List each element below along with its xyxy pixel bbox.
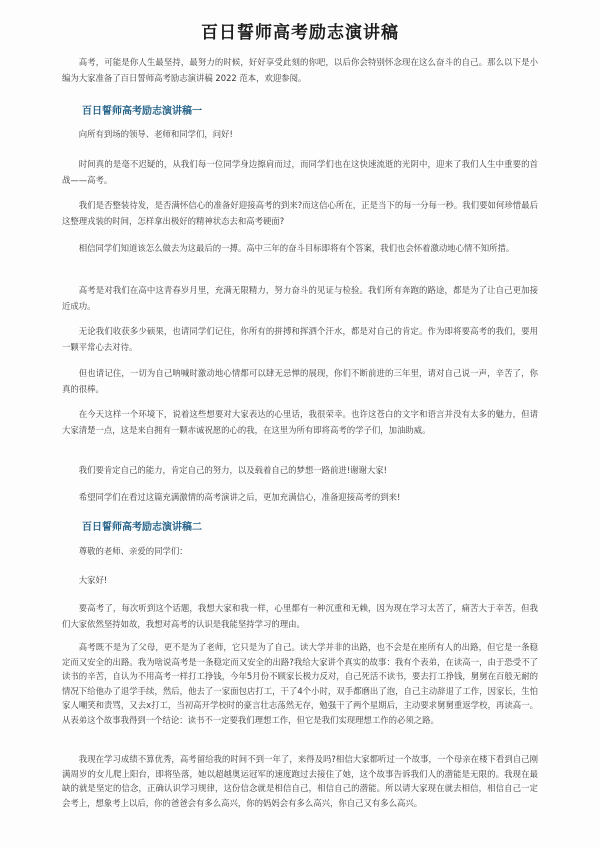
paragraph: 要高考了，每次听到这个话题，我想大家和我一样，心里都有一种沉重和无赖，因为现在学习太苦了，痛苦大于幸苦，但我们大家依然坚持如故，我想对高考的认识是我能坚持学习的理由。 (62, 603, 538, 629)
section-heading-1: 百日誓师高考励志演讲稿一 (82, 106, 202, 117)
paragraph: 在今天这样一个环境下，说着这些想要对大家表达的心里话，我很荣幸。也许这苍白的文字和语言并没有太多的魅力，但请大家清楚一点，这是来自拥有一颗赤诚祝愿的心的我，在这里为所有即将高考的学子们，加油助威。 (62, 409, 538, 435)
paragraph: 我们是否整装待发，是否满怀信心的准备好迎接高考的到来?而这信心所在，正是当下的每一分每一秒。我们要如何珍惜最后这整理戎装的时间，怎样拿出极好的精神状态去和高考硬面? (62, 200, 538, 226)
paragraph: 高考既不是为了父母，更不是为了老师，它只是为了自己。读大学并非的出路，也不会是在座所有人的出路，但它是一条稳定而又安全的出路。我为啥说高考是一条稳定而又安全的出路?我给大家讲个真实的故事：我有个表弟，在读高一，由于恐受不了读书的辛苦，自认为不用高考一样打工挣钱，今年5月份不顾家长极力反对，自己死活不读书，要去打工挣钱，舅舅在百般无耐的情况下给他办了退学手续，然后，他去了一家面包店打工，干了4个小时，双手都磨出了泡，自己主动辞退了工作，因家长，生怕家人嘲笑和责骂，又去x打工，当初高开学校时的豪言壮志荡然无存，勉强干了两个星期后，主动要求舅舅重返学校，再读高一。从表弟这个故事我得到一个结论：读书不一定要我们理想工作，但它是我们实现理想工作的必须之路。 (62, 642, 538, 725)
paragraph: 向所有到场的领导、老师和同学们，问好! (78, 129, 233, 139)
intro-paragraph: 高考，可能是你人生最坚持，最努力的时候，好好享受此刻的你吧，以后你会特别怀念现在这么奋斗的自己。那么以下是小编为大家准备了百日誓师高考励志演讲稿 2022 范本，欢迎参阅。 (62, 57, 538, 83)
page-title: 百日誓师高考励志演讲稿 (201, 23, 399, 43)
section-heading-2: 百日誓师高考励志演讲稿二 (82, 522, 202, 533)
paragraph: 尊敬的老师、亲爱的同学们： (78, 546, 188, 556)
paragraph: 但也请记住，一切为自己呐喊时激动地心情都可以肆无忌惮的展现，你们不断前进的三年里，请对自己说一声，辛苦了，你真的很棒。 (62, 368, 538, 394)
paragraph: 希望同学们在看过这篇充满激情的高考演讲之后，更加充满信心，准备迎接高考的到来! (78, 492, 401, 502)
paragraph: 时间真的是毫不迟疑的，从我们每一位同学身边擦肩而过，而同学们也在这快速流逝的光阴中，迎来了我们人生中重要的首战——高考。 (62, 159, 538, 185)
paragraph: 我现在学习成绩不算优秀，高考留给我的时间不到一年了，来得及吗?相信大家都听过一个故事，一个母亲在楼下看到自己刚满周岁的女儿爬上阳台，即将坠落，她以超越奥运冠军的速度跑过去接住了她，这个故事告诉我们人的潜能是无限的。我现在最缺的就是坚定的信念，正确认识学习规律，这份信念就是相信自己，相信自己的潜能。所以请大家现在就去相信，相信自己一定会考上，想象考上以后，你的爸爸会有多么高兴，你的妈妈会有多么高兴，你自己又有多么高兴。 (62, 754, 538, 808)
paragraph: 大家好! (78, 575, 108, 585)
paragraph: 我们要肯定自己的能力，肯定自己的努力，以及载着自己的梦想一路前进!谢谢大家! (78, 465, 388, 475)
paragraph: 无论我们收获多少硕果，也请同学们记住，你所有的拼搏和挥洒个汗水，都是对自己的肯定。作为即将要高考的我们，要用一颗平常心去对待。 (62, 326, 538, 352)
paragraph: 高考是对我们在高中这青春岁月里，充满无限精力，努力奋斗的见证与检验。我们所有奔跑的路途，都是为了让自己更加接近成功。 (62, 285, 538, 311)
paragraph: 相信同学们知道该怎么做去为这最后的一搏。高中三年的奋斗目标即将有个答案，我们也会怀着激动地心情不知所措。 (78, 243, 515, 253)
